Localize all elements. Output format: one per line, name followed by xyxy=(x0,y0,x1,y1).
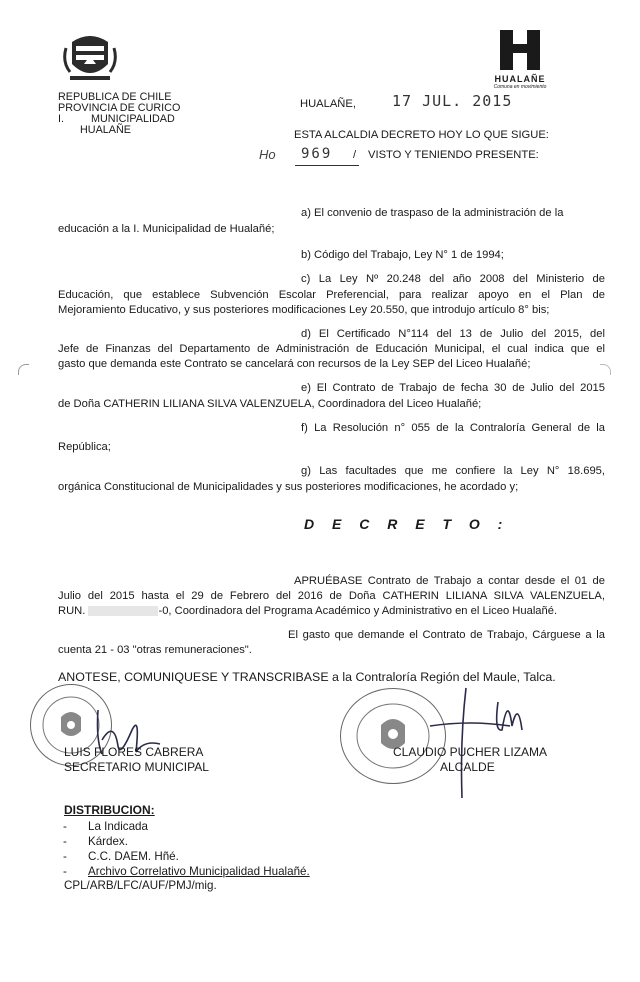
consideration-g-2: orgánica Constitucional de Municipalidades y sus posteriores modificaciones, he acordado y; xyxy=(58,481,519,493)
decree-number: 969 xyxy=(301,146,333,162)
number-prefix: Ho xyxy=(259,147,276,162)
consideration-c-1: c) La Ley Nº 20.248 del año 2008 del Ministerio de xyxy=(301,273,605,285)
letterhead xyxy=(58,92,218,136)
distribution-item: - C.C. DAEM. Hñé. xyxy=(63,850,179,863)
distribution-item: - Archivo Correlativo Municipalidad Hualañé. xyxy=(63,865,310,878)
logo-text: HUALAÑE xyxy=(494,74,546,84)
consideration-f-1: f) La Resolución n° 055 de la Contraloría General de la xyxy=(301,422,605,434)
muni-prefix: I. xyxy=(58,113,64,125)
run-label: RUN. xyxy=(58,605,86,617)
punch-mark xyxy=(18,364,29,375)
decreto-heading: D E C R E T O : xyxy=(304,516,510,532)
distribution-title: DISTRIBUCION: xyxy=(64,803,155,817)
decree-number-line xyxy=(259,147,559,171)
consideration-d-3: gasto que demanda este Contrato se cancelará con recursos de la Ley SEP del Liceo Hualañé; xyxy=(58,358,531,370)
date-place: HUALAÑE, xyxy=(300,98,356,110)
consideration-a-1: a) El convenio de traspaso de la administración de la xyxy=(301,207,564,219)
hualane-h-icon xyxy=(490,28,550,72)
consideration-d-1: d) El Certificado N°114 del 13 de Julio del 2015, del xyxy=(301,328,605,340)
number-suffix: / xyxy=(353,149,357,161)
distribution-list xyxy=(63,819,310,879)
mayor-signature xyxy=(400,680,550,800)
punch-mark xyxy=(600,364,611,375)
consideration-e-1: e) El Contrato de Trabajo de fecha 30 de Julio del 2015 xyxy=(301,382,605,394)
gasto-line-2: cuenta 21 - 03 "otras remuneraciones". xyxy=(58,644,252,656)
distribution-initials: CPL/ARB/LFC/AUF/PMJ/mig. xyxy=(64,879,217,892)
consideration-d-2: Jefe de Finanzas del Departamento de Administración de Educación Municipal, el cual indica que el xyxy=(58,343,605,355)
consideration-c-3: Mejoramiento Educativo, y sus posteriores modificaciones Ley 20.550, que introdujo artículo 8° bis; xyxy=(58,304,550,316)
distribution-item: - La Indicada xyxy=(63,820,148,833)
secretary-name: LUIS FLORES CABRERA xyxy=(64,745,204,759)
run-rest: -0, Coordinadora del Programa Académico y Administrativo en el Liceo Hualañé. xyxy=(158,605,558,617)
province-line: PROVINCIA DE CURICO xyxy=(58,102,181,114)
consideration-c-2: Educación, que establece Subvención Escolar Preferencial, para realizar apoyo en el Plan de xyxy=(58,289,605,301)
consideration-b: b) Código del Trabajo, Ley N° 1 de 1994; xyxy=(301,249,504,261)
consideration-e-2: de Doña CATHERIN LILIANA SILVA VALENZUELA, Coordinadora del Liceo Hualañé; xyxy=(58,398,482,410)
secretary-title: SECRETARIO MUNICIPAL xyxy=(64,760,209,774)
consideration-a-2: educación a la I. Municipalidad de Hualañé; xyxy=(58,223,275,235)
visto-line: VISTO Y TENIENDO PRESENTE: xyxy=(368,149,539,161)
gasto-line-1: El gasto que demande el Contrato de Trabajo, Cárguese a la xyxy=(288,629,605,641)
muni-word: MUNICIPALIDAD xyxy=(91,113,175,125)
consideration-g-1: g) Las facultades que me confiere la Ley N° 18.695, xyxy=(301,465,605,477)
country-line: REPUBLICA DE CHILE xyxy=(58,91,172,103)
commune-line: HUALAÑE xyxy=(80,124,132,136)
resolution-line-2: Julio del 2015 hasta el 29 de Febrero del 2016 de Doña CATHERIN LILIANA SILVA VALENZUELA, xyxy=(58,590,605,602)
decree-line: ESTA ALCALDIA DECRETO HOY LO QUE SIGUE: xyxy=(294,129,549,141)
mayor-name: CLAUDIO PUCHER LIZAMA xyxy=(393,745,548,759)
logo-tagline: Comuna en movimiento xyxy=(493,84,547,90)
date-stamp: 17 JUL. 2015 xyxy=(392,92,513,110)
mayor-title: ALCALDE xyxy=(440,760,495,774)
anotese-line: ANOTESE, COMUNIQUESE Y TRANSCRIBASE a la Contraloría Región del Maule, Talca. xyxy=(58,670,556,684)
resolution-line-1: APRUÉBASE Contrato de Trabajo a contar desde el 01 de xyxy=(294,575,605,587)
chile-coat-of-arms-icon xyxy=(62,28,118,86)
consideration-f-2: República; xyxy=(58,441,111,453)
hualane-logo xyxy=(490,28,550,90)
resolution-line-3 xyxy=(58,604,605,619)
run-redacted xyxy=(88,606,158,616)
distribution-item: - Kárdex. xyxy=(63,835,128,848)
number-underline xyxy=(295,165,359,166)
